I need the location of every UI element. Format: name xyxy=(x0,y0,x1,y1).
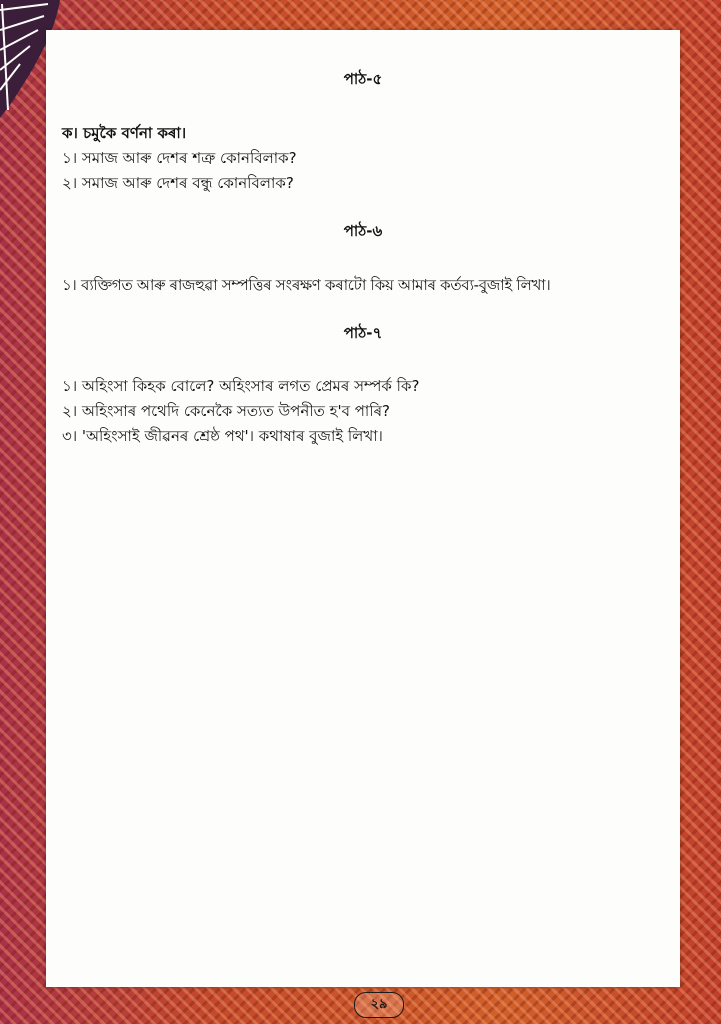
worksheet-page xyxy=(46,30,680,987)
question-line: ২। সমাজ আৰু দেশৰ বন্ধু কোনবিলাক? xyxy=(62,174,294,192)
section-heading-lesson-6: পাঠ-৬ xyxy=(343,222,383,240)
section-heading-lesson-5: পাঠ-৫ xyxy=(343,70,383,88)
question-line: ২। অহিংসাৰ পথেদি কেনেকৈ সত্যত উপনীত হ'ব পাৰি? xyxy=(62,402,390,420)
page-number xyxy=(354,992,404,1018)
question-line: ১। ব্যক্তিগত আৰু ৰাজহুৱা সম্পত্তিৰ সংৰক্ষণ কৰাটো কিয় আমাৰ কৰ্তব্য-বুজাই লিখা। xyxy=(62,276,551,294)
section-instruction: ক। চমুকৈ বৰ্ণনা কৰা। xyxy=(62,124,187,142)
question-line: ১। সমাজ আৰু দেশৰ শত্ৰু কোনবিলাক? xyxy=(62,149,297,167)
question-line: ১। অহিংসা কিহক বোলে? অহিংসাৰ লগত প্ৰেমৰ সম্পৰ্ক কি? xyxy=(62,377,420,395)
page-number-label: ২৯ xyxy=(370,996,388,1012)
section-heading-lesson-7: পাঠ-৭ xyxy=(343,324,383,342)
question-line: ৩। 'অহিংসাই জীৱনৰ শ্ৰেষ্ঠ পথ'। কথাষাৰ বুজাই লিখা। xyxy=(62,427,383,445)
